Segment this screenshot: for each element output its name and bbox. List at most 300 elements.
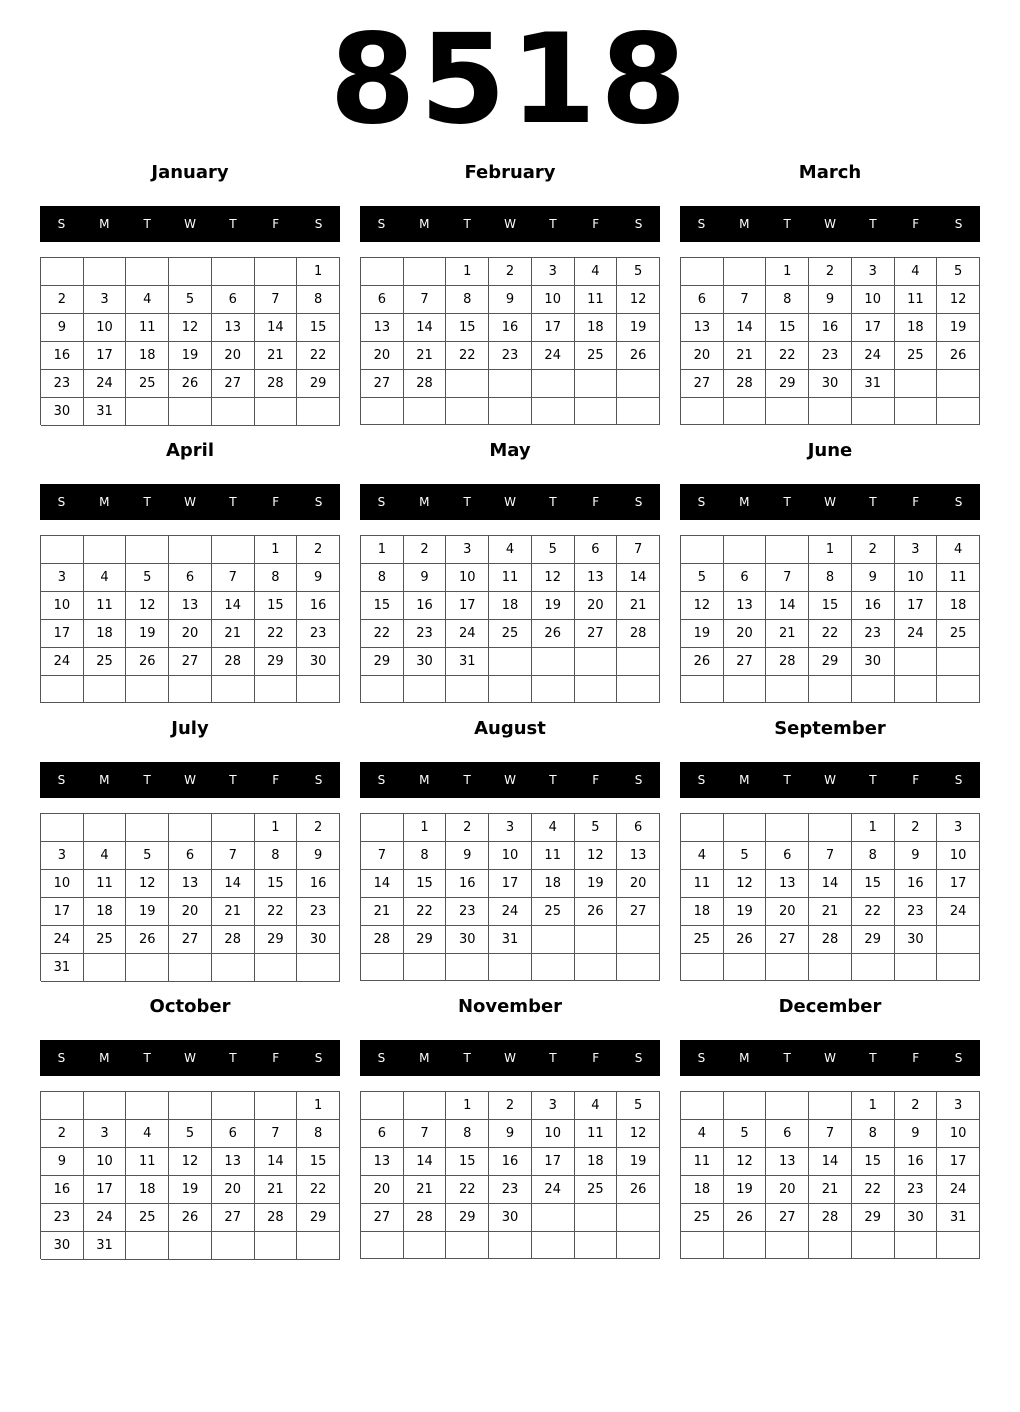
day-grid	[680, 1091, 980, 1259]
day-cell: 21	[255, 342, 298, 370]
empty-day-cell	[84, 676, 127, 703]
day-grid	[680, 813, 980, 981]
day-cell: 8	[297, 286, 340, 314]
empty-day-cell	[724, 1092, 767, 1120]
day-cell: 4	[532, 814, 575, 842]
day-cell: 22	[446, 1176, 489, 1204]
day-cell: 3	[41, 564, 84, 592]
weekday-header	[40, 206, 340, 242]
empty-day-cell	[532, 648, 575, 676]
month-name: April	[165, 440, 215, 461]
day-cell: 15	[361, 592, 404, 620]
empty-day-cell	[617, 926, 660, 954]
day-cell: 8	[809, 564, 852, 592]
day-cell: 17	[532, 314, 575, 342]
day-cell: 22	[255, 620, 298, 648]
weekday-label: M	[419, 495, 430, 509]
day-cell: 18	[937, 592, 980, 620]
day-cell: 10	[532, 1120, 575, 1148]
day-cell: 12	[532, 564, 575, 592]
day-cell: 12	[617, 286, 660, 314]
day-cell: 21	[766, 620, 809, 648]
weekday-header	[360, 206, 660, 242]
empty-day-cell	[852, 954, 895, 981]
weekday-label: F	[592, 217, 600, 231]
month-name: August	[474, 718, 546, 739]
day-cell: 27	[575, 620, 618, 648]
day-cell: 16	[297, 870, 340, 898]
empty-day-cell	[766, 398, 809, 425]
day-cell: 30	[41, 1232, 84, 1260]
day-cell: 5	[126, 564, 169, 592]
day-cell: 7	[255, 1120, 298, 1148]
day-cell: 27	[681, 370, 724, 398]
day-cell: 8	[852, 842, 895, 870]
day-cell: 8	[446, 1120, 489, 1148]
empty-day-cell	[41, 1092, 84, 1120]
day-cell: 13	[169, 870, 212, 898]
empty-day-cell	[809, 1232, 852, 1259]
day-cell: 20	[169, 898, 212, 926]
empty-day-cell	[84, 954, 127, 982]
day-cell: 11	[84, 870, 127, 898]
day-cell: 24	[41, 926, 84, 954]
weekday-label: F	[912, 1051, 920, 1065]
day-cell: 22	[446, 342, 489, 370]
day-grid	[680, 257, 980, 425]
empty-day-cell	[404, 1232, 447, 1259]
day-cell: 23	[404, 620, 447, 648]
empty-day-cell	[895, 1232, 938, 1259]
day-cell: 1	[852, 1092, 895, 1120]
weekday-label: M	[419, 217, 430, 231]
weekday-label: S	[697, 773, 706, 787]
empty-day-cell	[169, 676, 212, 703]
day-cell: 3	[84, 286, 127, 314]
empty-day-cell	[681, 1232, 724, 1259]
day-cell: 6	[361, 286, 404, 314]
day-cell: 30	[446, 926, 489, 954]
day-cell: 16	[446, 870, 489, 898]
day-cell: 24	[937, 1176, 980, 1204]
weekday-label: T	[229, 495, 237, 509]
weekday-label: M	[99, 1051, 110, 1065]
day-cell: 21	[724, 342, 767, 370]
empty-day-cell	[681, 814, 724, 842]
day-cell: 17	[84, 1176, 127, 1204]
weekday-header	[360, 1040, 660, 1076]
day-cell: 16	[895, 870, 938, 898]
weekday-label: T	[783, 495, 791, 509]
weekday-label: S	[697, 1051, 706, 1065]
day-cell: 13	[617, 842, 660, 870]
month-name: July	[171, 718, 209, 739]
day-cell: 18	[489, 592, 532, 620]
empty-day-cell	[489, 676, 532, 703]
day-cell: 30	[297, 926, 340, 954]
weekday-label: S	[377, 773, 386, 787]
day-cell: 28	[404, 370, 447, 398]
empty-day-cell	[681, 676, 724, 703]
day-cell: 3	[937, 814, 980, 842]
day-cell: 22	[404, 898, 447, 926]
day-cell: 4	[84, 564, 127, 592]
day-cell: 9	[41, 314, 84, 342]
empty-day-cell	[169, 814, 212, 842]
empty-day-cell	[361, 258, 404, 286]
weekday-label: F	[272, 495, 280, 509]
weekday-label: T	[229, 773, 237, 787]
day-cell: 15	[297, 1148, 340, 1176]
day-cell: 8	[361, 564, 404, 592]
weekday-label: S	[954, 217, 963, 231]
empty-day-cell	[895, 398, 938, 425]
empty-day-cell	[724, 398, 767, 425]
empty-day-cell	[532, 1204, 575, 1232]
day-cell: 5	[617, 1092, 660, 1120]
day-cell: 1	[809, 536, 852, 564]
day-cell: 3	[937, 1092, 980, 1120]
weekday-label: S	[57, 495, 66, 509]
day-cell: 22	[255, 898, 298, 926]
day-cell: 27	[212, 370, 255, 398]
day-cell: 9	[895, 1120, 938, 1148]
day-cell: 26	[126, 648, 169, 676]
day-cell: 14	[724, 314, 767, 342]
day-cell: 30	[852, 648, 895, 676]
day-cell: 27	[724, 648, 767, 676]
day-cell: 2	[41, 286, 84, 314]
empty-day-cell	[766, 676, 809, 703]
day-cell: 4	[489, 536, 532, 564]
day-cell: 29	[297, 1204, 340, 1232]
day-cell: 24	[895, 620, 938, 648]
day-cell: 1	[446, 1092, 489, 1120]
day-cell: 31	[446, 648, 489, 676]
weekday-label: S	[954, 773, 963, 787]
empty-day-cell	[446, 676, 489, 703]
empty-day-cell	[724, 814, 767, 842]
day-cell: 7	[212, 842, 255, 870]
empty-day-cell	[126, 676, 169, 703]
day-cell: 1	[361, 536, 404, 564]
day-cell: 14	[404, 1148, 447, 1176]
empty-day-cell	[297, 1232, 340, 1260]
day-cell: 31	[852, 370, 895, 398]
day-cell: 23	[297, 620, 340, 648]
day-cell: 27	[212, 1204, 255, 1232]
empty-day-cell	[681, 536, 724, 564]
day-cell: 8	[255, 842, 298, 870]
empty-day-cell	[255, 1092, 298, 1120]
day-cell: 22	[361, 620, 404, 648]
day-cell: 13	[681, 314, 724, 342]
empty-day-cell	[84, 1092, 127, 1120]
empty-day-cell	[809, 954, 852, 981]
empty-day-cell	[404, 398, 447, 425]
day-cell: 5	[724, 842, 767, 870]
weekday-label: T	[783, 217, 791, 231]
day-cell: 26	[681, 648, 724, 676]
empty-day-cell	[532, 1232, 575, 1259]
empty-day-cell	[617, 676, 660, 703]
day-cell: 4	[681, 842, 724, 870]
day-cell: 8	[852, 1120, 895, 1148]
day-cell: 11	[575, 286, 618, 314]
day-cell: 3	[852, 258, 895, 286]
day-cell: 28	[766, 648, 809, 676]
empty-day-cell	[169, 1232, 212, 1260]
empty-day-cell	[575, 1204, 618, 1232]
day-cell: 9	[446, 842, 489, 870]
day-grid	[40, 535, 340, 703]
day-cell: 17	[532, 1148, 575, 1176]
day-cell: 5	[532, 536, 575, 564]
weekday-label: S	[314, 773, 323, 787]
day-cell: 7	[361, 842, 404, 870]
day-cell: 31	[84, 398, 127, 426]
day-cell: 3	[895, 536, 938, 564]
day-cell: 2	[446, 814, 489, 842]
day-cell: 4	[126, 1120, 169, 1148]
weekday-label: S	[57, 1051, 66, 1065]
day-cell: 15	[255, 870, 298, 898]
day-cell: 7	[404, 286, 447, 314]
weekday-label: T	[229, 217, 237, 231]
day-cell: 2	[489, 258, 532, 286]
day-cell: 10	[937, 842, 980, 870]
day-cell: 27	[169, 648, 212, 676]
day-cell: 21	[404, 1176, 447, 1204]
empty-day-cell	[617, 370, 660, 398]
day-cell: 13	[766, 870, 809, 898]
weekday-label: S	[954, 1051, 963, 1065]
weekday-label: F	[592, 773, 600, 787]
day-cell: 29	[446, 1204, 489, 1232]
day-cell: 12	[126, 592, 169, 620]
weekday-label: T	[549, 773, 557, 787]
day-cell: 26	[169, 370, 212, 398]
day-cell: 23	[489, 1176, 532, 1204]
weekday-label: W	[824, 773, 836, 787]
day-cell: 20	[212, 1176, 255, 1204]
empty-day-cell	[446, 398, 489, 425]
empty-day-cell	[212, 1232, 255, 1260]
day-cell: 2	[41, 1120, 84, 1148]
day-cell: 28	[212, 648, 255, 676]
empty-day-cell	[766, 1092, 809, 1120]
month-name: September	[774, 718, 886, 739]
day-cell: 29	[766, 370, 809, 398]
day-cell: 15	[404, 870, 447, 898]
day-cell: 1	[255, 536, 298, 564]
day-cell: 4	[126, 286, 169, 314]
month-name: February	[464, 162, 556, 183]
weekday-label: S	[697, 217, 706, 231]
empty-day-cell	[169, 1092, 212, 1120]
weekday-label: F	[912, 773, 920, 787]
empty-day-cell	[126, 536, 169, 564]
day-cell: 11	[575, 1120, 618, 1148]
weekday-label: W	[184, 217, 196, 231]
weekday-label: W	[504, 495, 516, 509]
weekday-label: T	[143, 217, 151, 231]
day-cell: 19	[126, 898, 169, 926]
empty-day-cell	[212, 954, 255, 982]
day-cell: 25	[489, 620, 532, 648]
day-cell: 2	[895, 814, 938, 842]
weekday-label: M	[739, 1051, 750, 1065]
weekday-label: S	[314, 217, 323, 231]
day-cell: 10	[895, 564, 938, 592]
day-cell: 28	[255, 1204, 298, 1232]
day-cell: 21	[212, 620, 255, 648]
month-name: December	[778, 996, 882, 1017]
day-cell: 10	[84, 314, 127, 342]
day-cell: 3	[84, 1120, 127, 1148]
day-cell: 21	[809, 1176, 852, 1204]
empty-day-cell	[84, 536, 127, 564]
day-cell: 26	[617, 342, 660, 370]
day-cell: 22	[852, 1176, 895, 1204]
day-cell: 10	[84, 1148, 127, 1176]
empty-day-cell	[361, 676, 404, 703]
empty-day-cell	[937, 648, 980, 676]
day-cell: 21	[255, 1176, 298, 1204]
day-cell: 29	[255, 648, 298, 676]
day-cell: 2	[489, 1092, 532, 1120]
day-cell: 19	[532, 592, 575, 620]
day-cell: 31	[84, 1232, 127, 1260]
day-cell: 4	[575, 258, 618, 286]
day-cell: 17	[41, 620, 84, 648]
day-cell: 22	[852, 898, 895, 926]
day-cell: 18	[681, 898, 724, 926]
day-cell: 16	[41, 1176, 84, 1204]
empty-day-cell	[937, 398, 980, 425]
weekday-label: F	[272, 1051, 280, 1065]
day-cell: 6	[212, 1120, 255, 1148]
day-cell: 2	[297, 814, 340, 842]
day-cell: 23	[852, 620, 895, 648]
day-cell: 27	[766, 1204, 809, 1232]
empty-day-cell	[532, 398, 575, 425]
weekday-label: S	[57, 217, 66, 231]
empty-day-cell	[212, 1092, 255, 1120]
empty-day-cell	[937, 1232, 980, 1259]
weekday-header	[680, 484, 980, 520]
day-cell: 6	[212, 286, 255, 314]
day-cell: 16	[809, 314, 852, 342]
day-cell: 1	[297, 1092, 340, 1120]
day-cell: 5	[126, 842, 169, 870]
weekday-label: M	[99, 773, 110, 787]
day-cell: 5	[937, 258, 980, 286]
day-cell: 15	[809, 592, 852, 620]
empty-day-cell	[575, 648, 618, 676]
day-cell: 30	[895, 1204, 938, 1232]
weekday-label: T	[463, 773, 471, 787]
day-cell: 7	[724, 286, 767, 314]
month-name: May	[489, 440, 531, 461]
weekday-label: T	[143, 1051, 151, 1065]
day-cell: 23	[41, 370, 84, 398]
day-cell: 18	[84, 620, 127, 648]
day-cell: 20	[766, 898, 809, 926]
weekday-label: F	[592, 495, 600, 509]
day-cell: 24	[489, 898, 532, 926]
empty-day-cell	[681, 398, 724, 425]
weekday-label: T	[783, 1051, 791, 1065]
day-cell: 24	[446, 620, 489, 648]
month-name: October	[149, 996, 231, 1017]
day-cell: 23	[41, 1204, 84, 1232]
day-cell: 1	[255, 814, 298, 842]
day-cell: 17	[937, 870, 980, 898]
day-cell: 4	[84, 842, 127, 870]
day-cell: 25	[575, 1176, 618, 1204]
empty-day-cell	[84, 814, 127, 842]
day-cell: 12	[937, 286, 980, 314]
day-cell: 19	[724, 1176, 767, 1204]
day-cell: 28	[361, 926, 404, 954]
empty-day-cell	[489, 370, 532, 398]
empty-day-cell	[575, 954, 618, 981]
empty-day-cell	[766, 954, 809, 981]
weekday-label: S	[377, 1051, 386, 1065]
day-cell: 9	[809, 286, 852, 314]
weekday-label: T	[869, 1051, 877, 1065]
day-cell: 8	[255, 564, 298, 592]
day-cell: 27	[169, 926, 212, 954]
day-cell: 26	[575, 898, 618, 926]
day-cell: 18	[84, 898, 127, 926]
day-cell: 27	[361, 370, 404, 398]
empty-day-cell	[297, 954, 340, 982]
day-cell: 6	[766, 1120, 809, 1148]
empty-day-cell	[169, 398, 212, 426]
day-cell: 18	[681, 1176, 724, 1204]
empty-day-cell	[809, 1092, 852, 1120]
weekday-header	[680, 1040, 980, 1076]
empty-day-cell	[255, 954, 298, 982]
empty-day-cell	[41, 258, 84, 286]
day-cell: 23	[895, 1176, 938, 1204]
day-cell: 28	[404, 1204, 447, 1232]
day-grid	[360, 813, 660, 981]
empty-day-cell	[361, 1232, 404, 1259]
weekday-label: M	[419, 773, 430, 787]
empty-day-cell	[575, 676, 618, 703]
day-grid	[360, 535, 660, 703]
day-cell: 20	[681, 342, 724, 370]
month-name: November	[457, 996, 563, 1017]
empty-day-cell	[489, 1232, 532, 1259]
day-cell: 14	[617, 564, 660, 592]
empty-day-cell	[617, 1232, 660, 1259]
day-cell: 12	[169, 1148, 212, 1176]
weekday-label: F	[912, 495, 920, 509]
weekday-label: M	[419, 1051, 430, 1065]
weekday-label: T	[463, 495, 471, 509]
empty-day-cell	[809, 676, 852, 703]
day-cell: 21	[617, 592, 660, 620]
empty-day-cell	[766, 1232, 809, 1259]
day-cell: 11	[681, 1148, 724, 1176]
day-cell: 10	[937, 1120, 980, 1148]
day-cell: 23	[446, 898, 489, 926]
day-cell: 19	[169, 1176, 212, 1204]
